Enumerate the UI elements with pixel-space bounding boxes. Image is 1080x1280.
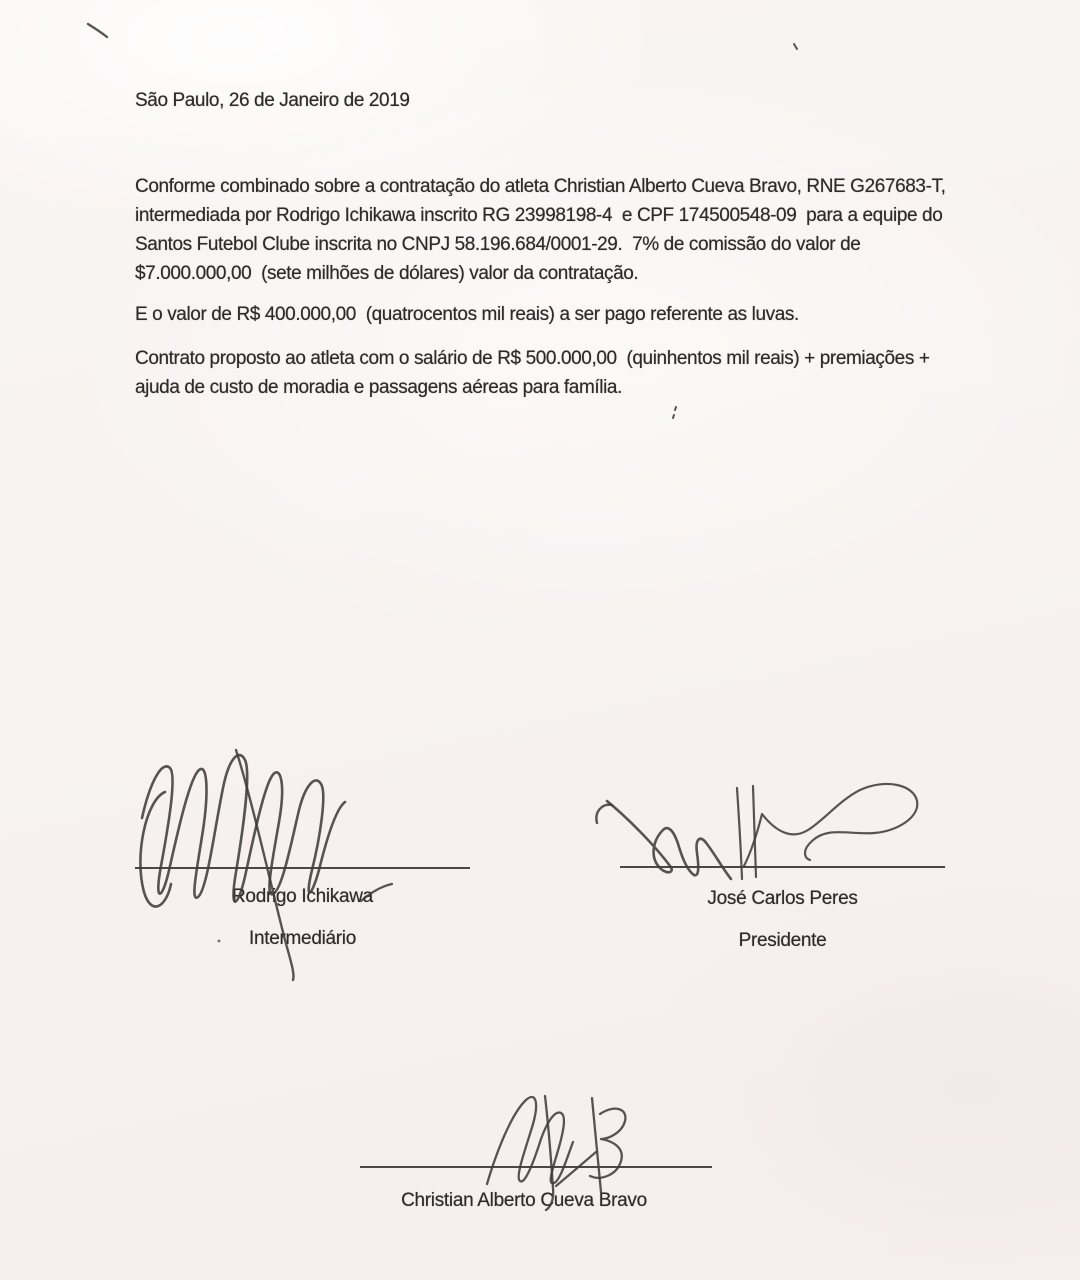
paragraph-contract-line-4: $7.000.000,00 (sete milhões de dólares) valor da contratação. xyxy=(135,263,639,284)
paragraph-luvas-line-1: E o valor de R$ 400.000,00 (quatrocentos mil reais) a ser pago referente as luvas. xyxy=(135,304,799,325)
paragraph-salario-line-2: ajuda de custo de moradia e passagens aéreas para família. xyxy=(135,377,622,398)
paragraph-contract xyxy=(135,172,945,288)
signature-line-bottom xyxy=(360,1166,712,1168)
signature-line-left xyxy=(135,867,470,869)
signature-line-right xyxy=(620,866,945,868)
paragraph-contract-line-2: intermediada por Rodrigo Ichikawa inscrito RG 23998198-4 e CPF 174500548-09 para a equipe do xyxy=(135,205,943,226)
signer-role-left: Intermediário xyxy=(249,928,356,949)
pen-mark-top-left xyxy=(88,24,107,37)
paragraph-luvas xyxy=(135,300,799,329)
scan-speck-middle xyxy=(673,407,676,418)
jose-carlos-peres-signature xyxy=(596,784,917,879)
date-line xyxy=(135,86,410,115)
signer-role-right: Presidente xyxy=(738,930,827,951)
signer-name-right: José Carlos Peres xyxy=(707,888,858,909)
signer-name-left: Rodrigo Ichikawa xyxy=(232,886,373,907)
paragraph-salario xyxy=(135,344,930,402)
date-text: São Paulo, 26 de Janeiro de 2019 xyxy=(135,90,410,111)
signer-name-bottom: Christian Alberto Cueva Bravo xyxy=(401,1190,647,1211)
scan-speck-top-right xyxy=(794,44,797,49)
paragraph-salario-line-1: Contrato proposto ao atleta com o salário de R$ 500.000,00 (quinhentos mil reais) + premiações + xyxy=(135,348,930,369)
paragraph-contract-line-3: Santos Futebol Clube inscrita no CNPJ 58.196.684/0001-29. 7% de comissão do valor de xyxy=(135,234,861,255)
paragraph-contract-line-1: Conforme combinado sobre a contratação do atleta Christian Alberto Cueva Bravo, RNE G267683-T, xyxy=(135,176,946,197)
